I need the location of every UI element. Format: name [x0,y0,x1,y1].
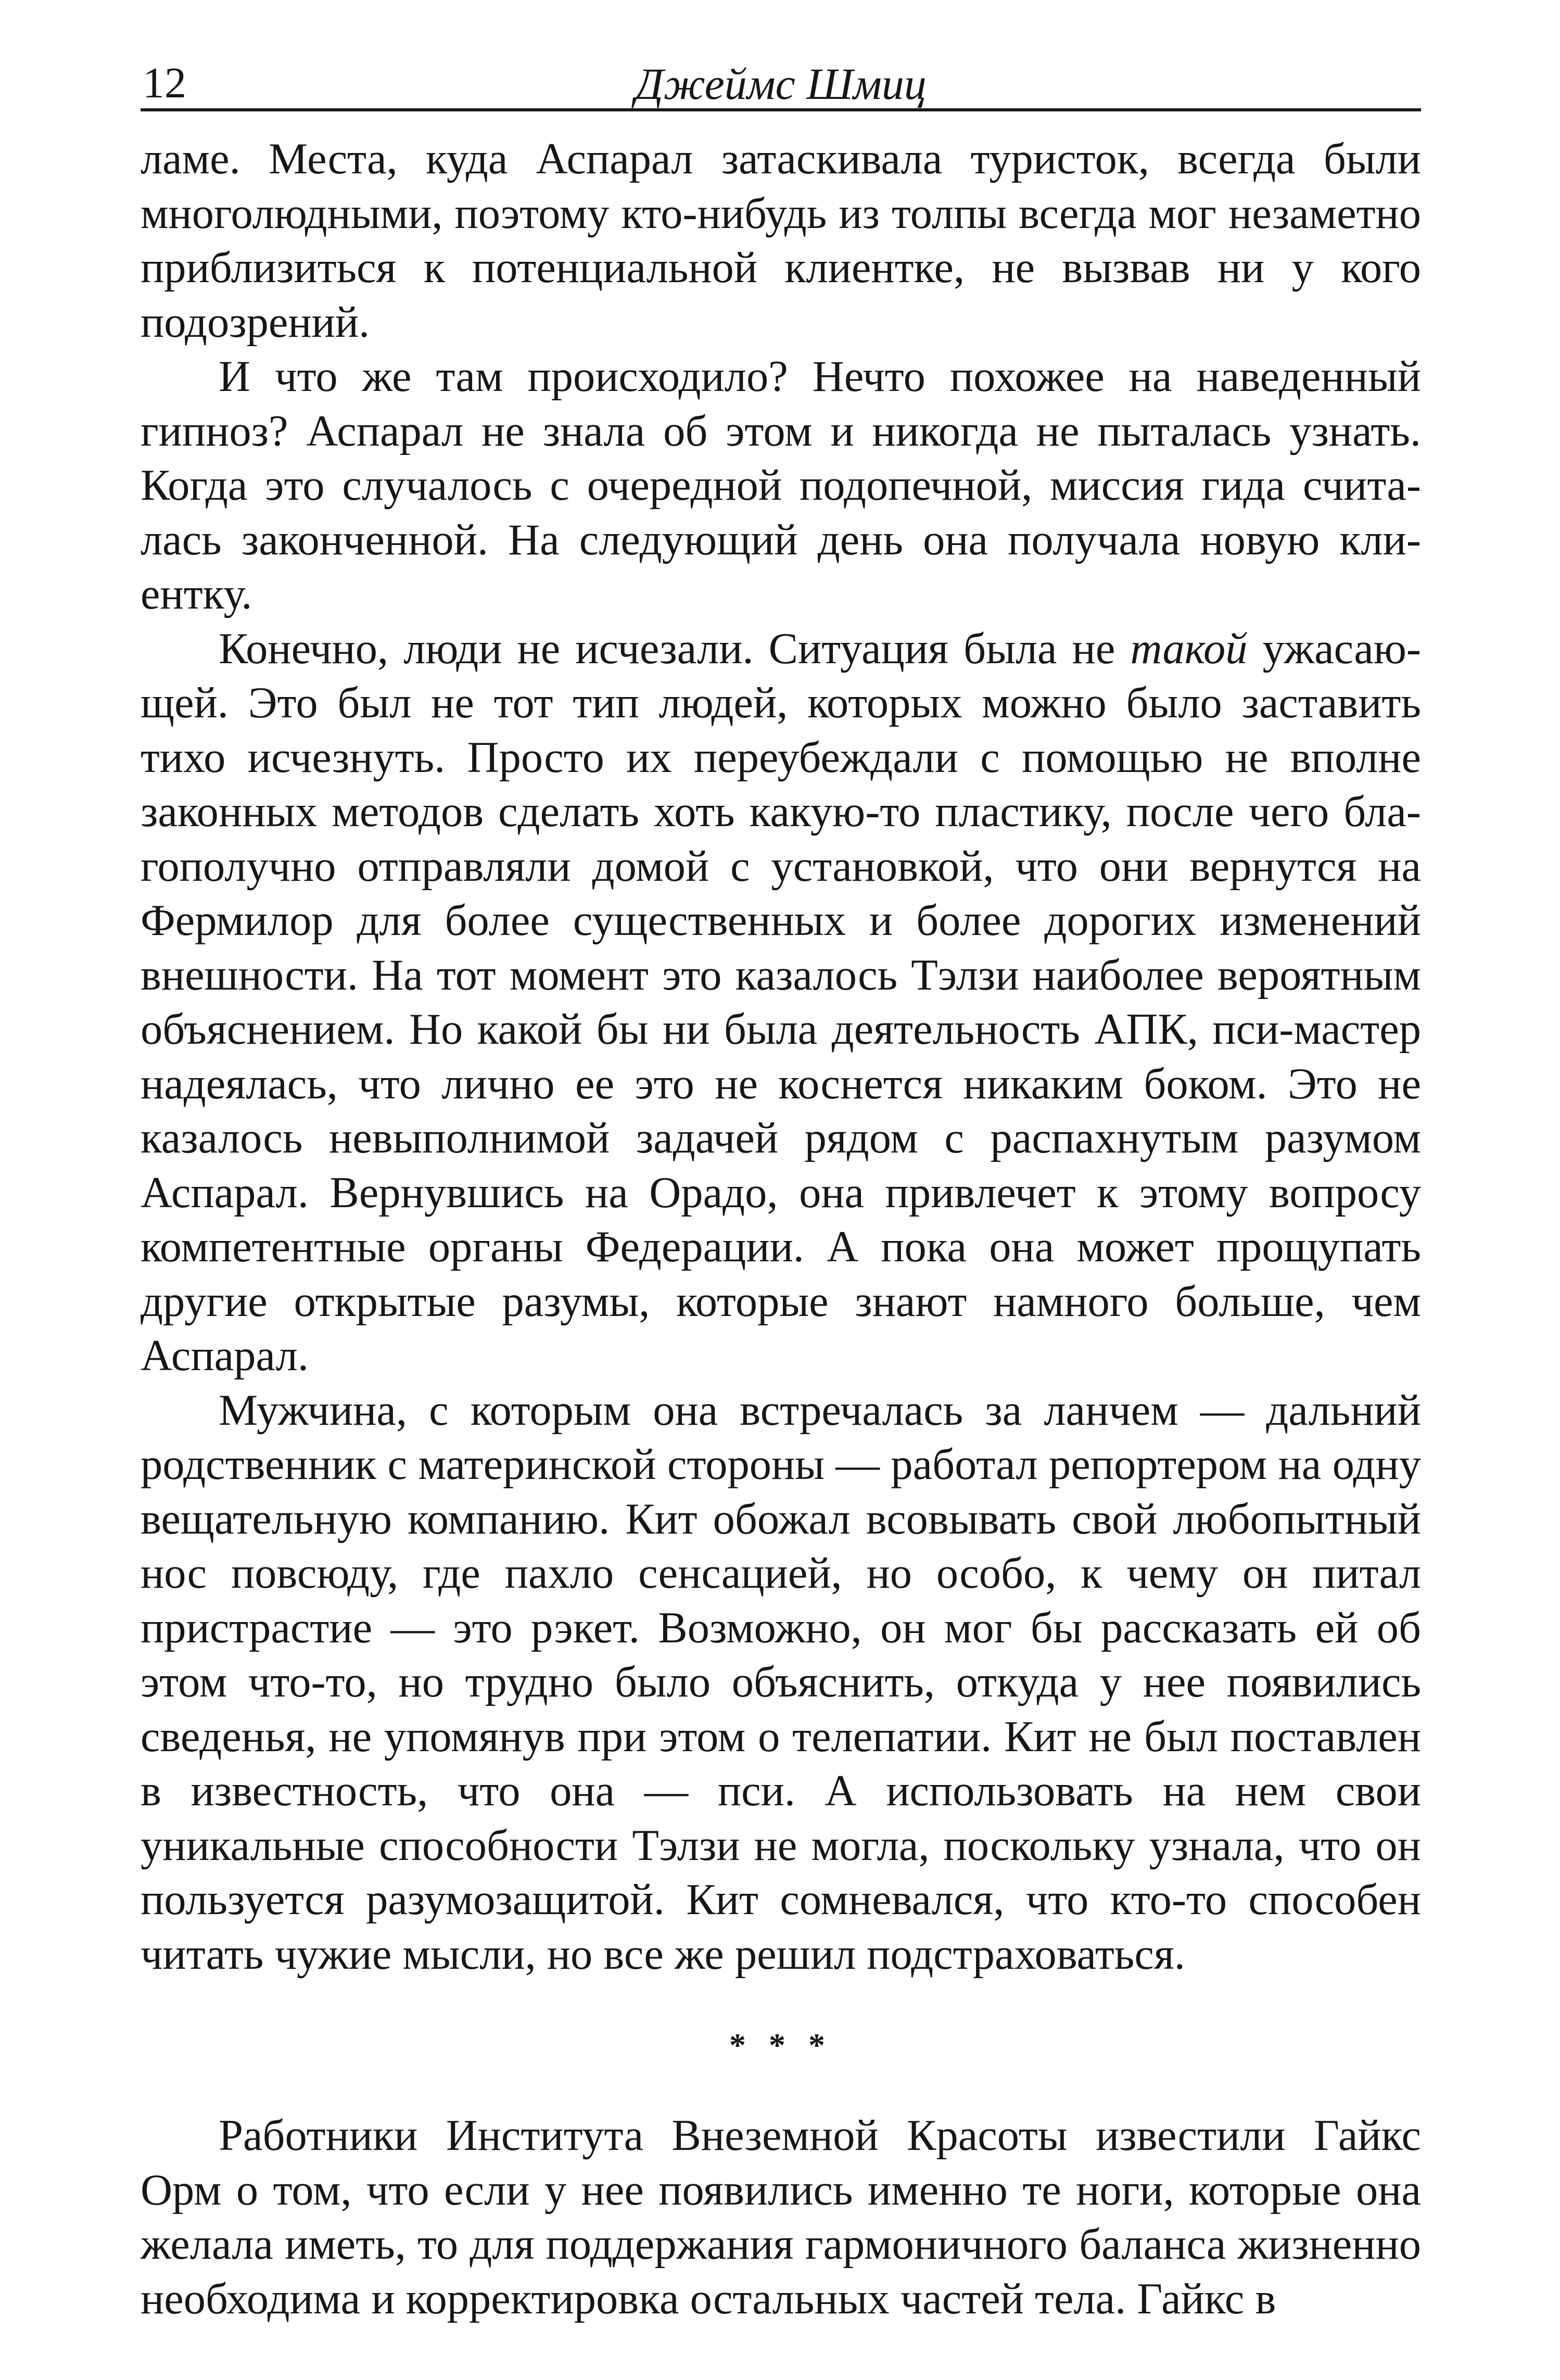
paragraph-4: Мужчина, с которым она встречалась за ланчем — дальний родственник с материнской стороны — работал репортером на одну вещательную компанию. Кит обожал всовывать свой любопытный нос повсюду, где пахло сенсацией, но особо, к чему он питал пристрастие — это рэкет. Возможно, он мог бы рассказать ей об этом что-то, но трудно было объяснить, откуда у нее появились сведенья, не упомянув при этом о телепатии. Кит не был поставлен в известность, что она — пси. А использовать на нем свои уникальные способности Тэлзи не могла, поскольку узнала, что он пользуется разумозащитой. Кит сомневался, что кто-то способен читать чужие мысли, но все же решил подстраховаться. [141,1386,1421,1979]
emphasis-word: такой [1130,624,1248,673]
page-number: 12 [143,59,186,107]
book-page [141,47,1421,2337]
paragraph-3 [141,622,1421,1384]
section-break: * * * [729,2027,832,2063]
paragraph-2: И что же там происходило? Нечто похожее на наведенный гипноз? Аспарал не знала об этом и никогда не пыталась узнать. Когда это случалось с очередной подопечной, миссия гида считалась законченной. На следующий день она получала новую клиентку. [141,352,1421,618]
running-title: Джеймс Шмиц [635,59,927,109]
paragraph-3-part-2: ужасающей. Это был не тот тип людей, которых можно было заставить тихо исчезнуть. Просто их переубеждали с помощью не вполне законных методов сделать хоть какую-то пластику, после чего благополучно отправляли домой с установкой, что они вернутся на Фермилор для более существенных и более дорогих изменений внешности. На тот момент это казалось Тэлзи наиболее вероятным объяснением. Но какой бы ни была деятельность АПК, пси-мастер надеялась, что лично ее это не коснется никаким боком. Это не казалось невыполнимой задачей рядом с распахнутым разумом Аспарал. Вернувшись на Орадо, она привлечет к этому вопросу компетентные органы Федерации. А пока она может прощупать другие открытые разумы, которые знают намного больше, чем Аспарал. [141,624,1421,1380]
paragraph-3-part-1: Конечно, люди не исчезали. Ситуация была не [219,624,1131,673]
body-text [141,132,1421,2326]
paragraph-1: ламе. Места, куда Аспарал затаскивала туристок, всегда были многолюдными, поэтому кто-нибудь из толпы всегда мог незаметно приблизиться к потенциальной клиентке, не вызвав ни у кого подозрений. [141,135,1421,347]
paragraph-5: Работники Института Внеземной Красоты известили Гайкс Орм о том, что если у нее появились именно те ноги, которые она желала иметь, то для поддержания гармоничного баланса жизненно необходима и корректировка остальных частей тела. Гайкс в [141,2111,1421,2323]
running-head [141,47,1421,111]
